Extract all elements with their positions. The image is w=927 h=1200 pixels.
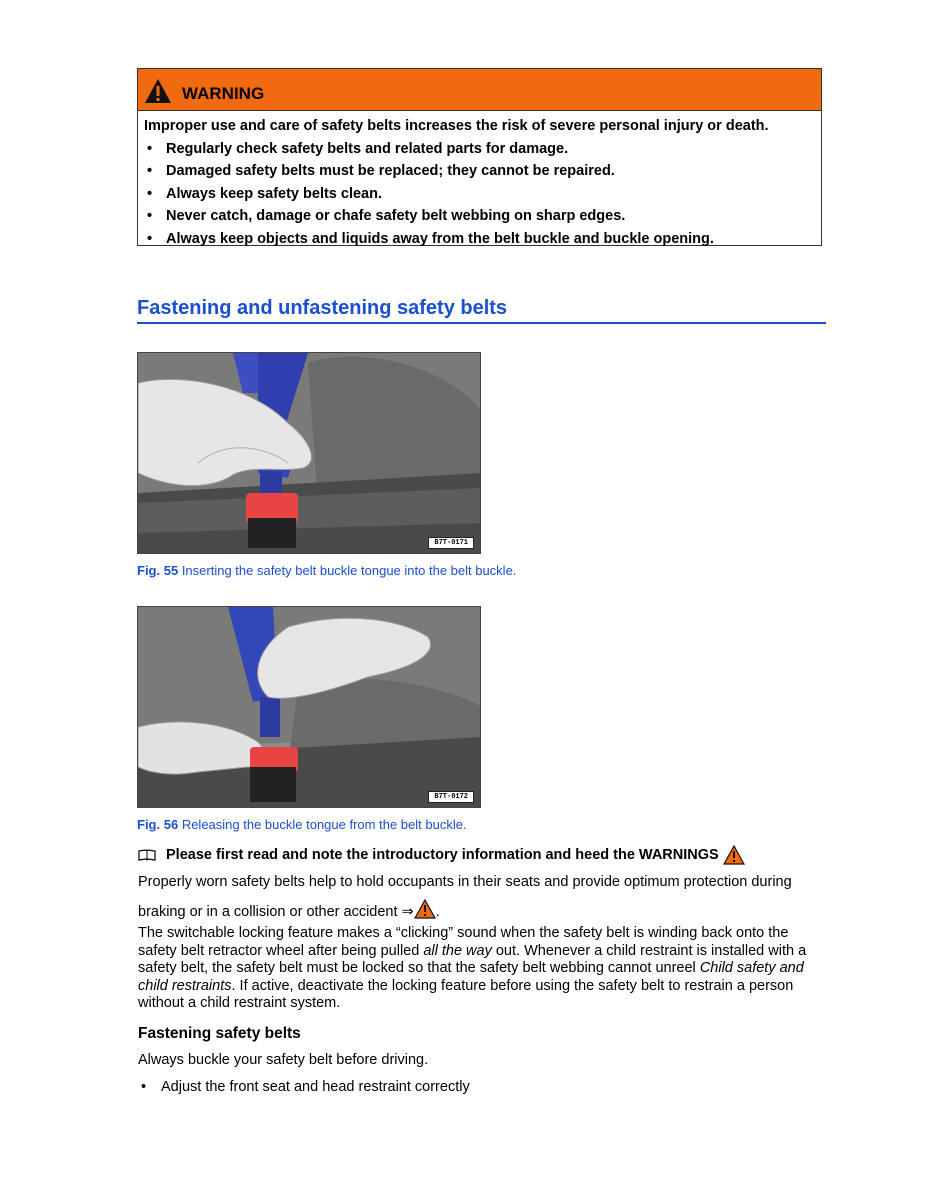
section-title: Fastening and unfastening safety belts (137, 297, 826, 324)
warning-item: • Always keep objects and liquids away from the belt buckle and buckle opening. (144, 228, 815, 251)
warning-item: • Always keep safety belts clean. (144, 183, 815, 206)
warning-triangle-icon[interactable] (414, 899, 436, 919)
paragraph-3: Always buckle your safety belt before driving. (138, 1052, 429, 1068)
warning-triangle-icon (144, 78, 172, 104)
figure-caption-text: Inserting the safety belt buckle tongue into the belt buckle. (181, 563, 517, 578)
paragraph-1 (138, 874, 828, 921)
figure-label: Fig. 56 (137, 817, 179, 832)
read-note-text: Please first read and note the introductory information and heed the WARNINGS (166, 847, 719, 863)
warning-header (138, 69, 821, 111)
subheading: Fastening safety belts (138, 1025, 301, 1042)
paragraph-1-line-2-text: braking or in a collision or other accident ⇒ (138, 903, 414, 920)
warning-item: • Regularly check safety belts and related parts for damage. (144, 138, 815, 161)
figure-label: Fig. 55 (137, 563, 179, 578)
warning-list (144, 138, 815, 251)
list-item-text: Adjust the front seat and head restraint correctly (161, 1079, 470, 1095)
figure-code: B7T-0171 (428, 537, 474, 549)
figure-55-caption (137, 563, 516, 578)
figure-caption-text: Releasing the buckle tongue from the belt buckle. (181, 817, 467, 832)
figure-56-image (137, 606, 481, 808)
figure-code: B7T-0172 (428, 791, 474, 803)
warning-item: • Damaged safety belts must be replaced; they cannot be repaired. (144, 160, 815, 183)
warning-item: • Never catch, damage or chafe safety belt webbing on sharp edges. (144, 205, 815, 228)
buckle-release-illustration (138, 607, 481, 808)
warning-title: WARNING (182, 83, 265, 103)
paragraph-2-text-b: out. Whenever a child restraint is installed with a safety belt, the safety belt must be locked so that the safety belt webbing cannot unreel (138, 942, 807, 977)
paragraph-1-line-1: Properly worn safety belts help to hold occupants in their seats and provide optimum protection during (138, 874, 792, 890)
warning-box (137, 68, 822, 246)
warning-body (138, 111, 821, 251)
warning-triangle-icon (723, 845, 745, 865)
buckle-insert-illustration (138, 353, 481, 554)
read-note (138, 845, 745, 865)
child-safety-link[interactable]: Child safety and child restraints (138, 960, 804, 994)
paragraph-2 (138, 925, 828, 1013)
figure-56-caption (137, 817, 467, 832)
paragraph-1-line-2: braking or in a collision or other accident ⇒ . (138, 899, 828, 922)
paragraph-2-emphasis: all the way (423, 942, 492, 959)
paragraph-2-text-a: The switchable locking feature makes a “clicking” sound when the safety belt is winding back onto the safety belt retractor wheel after being pulled (138, 925, 789, 959)
book-icon (138, 849, 156, 861)
list-item (138, 1079, 470, 1095)
figure-55-image (137, 352, 481, 554)
paragraph-2-text-c: . If active, deactivate the locking feature before using the safety belt to restrain a person without a child restraint system. (138, 977, 794, 1012)
warning-intro: Improper use and care of safety belts increases the risk of severe personal injury or death. (144, 118, 769, 134)
